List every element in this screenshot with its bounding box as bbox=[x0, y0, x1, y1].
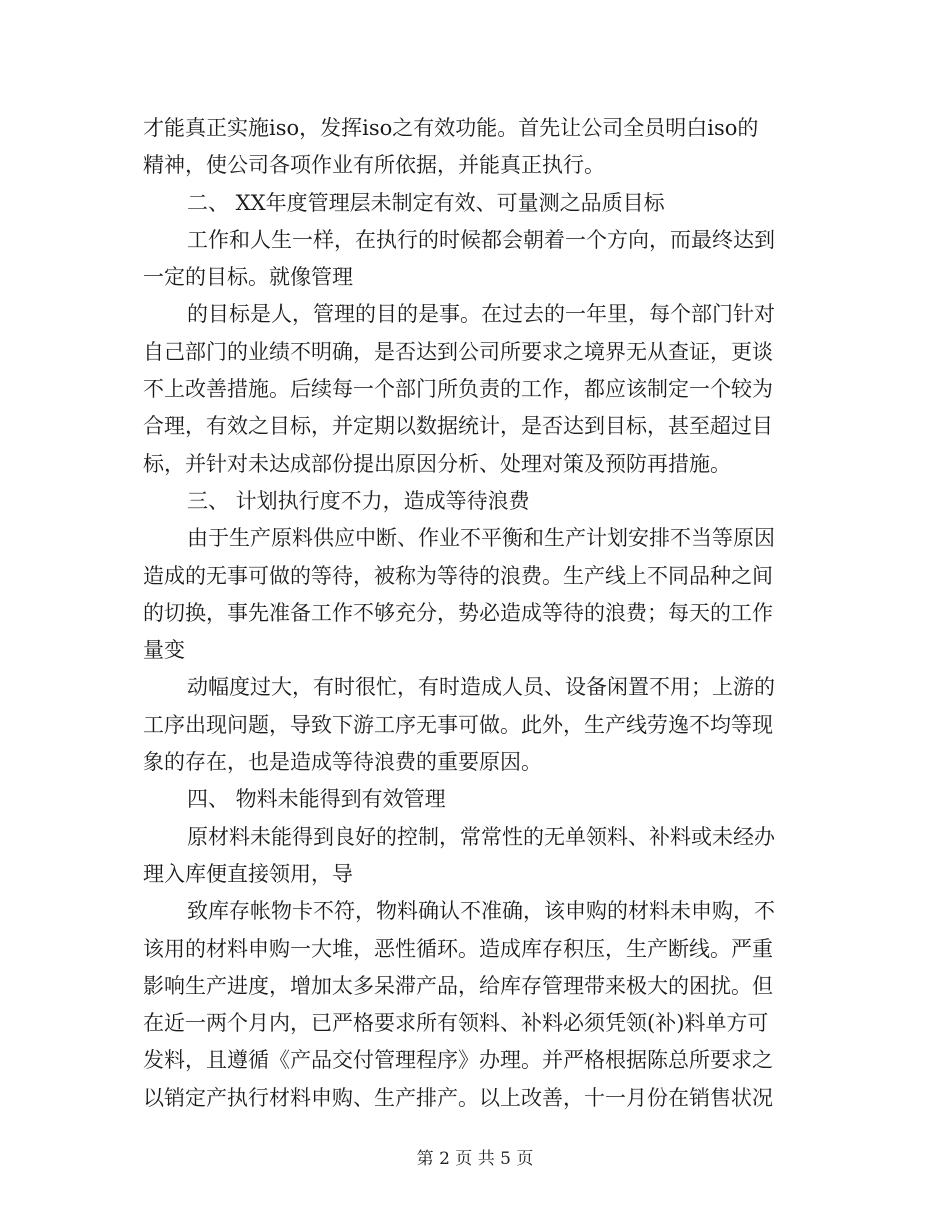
text-line: 自己部门的业绩不明确，是否达到公司所要求之境界无从查证，更谈 bbox=[143, 339, 773, 364]
text-line: 三、 计划执行度不力，造成等待浪费 bbox=[187, 488, 530, 513]
text-line: 致库存帐物卡不符，物料确认不准确，该申购的材料未申购，不 bbox=[187, 899, 775, 924]
text-line: 工作和人生一样，在执行的时候都会朝着一个方向，而最终达到 bbox=[187, 227, 775, 252]
text-line: 二、 XX年度管理层未制定有效、可量测之品质目标 bbox=[187, 190, 665, 215]
text-line: 的切换，事先准备工作不够充分，势必造成等待的浪费；每天的工作 bbox=[143, 600, 773, 625]
text-line: 在近一两个月内，已严格要求所有领料、补料必须凭领(补)料单方可 bbox=[143, 1011, 769, 1036]
text-line: 象的存在，也是造成等待浪费的重要原因。 bbox=[143, 750, 542, 775]
text-line: 动幅度过大，有时很忙，有时造成人员、设备闲置不用；上游的 bbox=[187, 675, 775, 700]
text-line: 发料，且遵循《产品交付管理程序》办理。并严格根据陈总所要求之 bbox=[143, 1048, 773, 1073]
text-line: 一定的目标。就像管理 bbox=[143, 265, 353, 290]
text-line: 该用的材料申购一大堆，恶性循环。造成库存积压，生产断线。严重 bbox=[143, 936, 773, 961]
text-line: 的目标是人，管理的目的是事。在过去的一年里，每个部门针对 bbox=[187, 302, 775, 327]
text-line: 不上改善措施。后续每一个部门所负责的工作，都应该制定一个较为 bbox=[143, 377, 773, 402]
text-line: 精神，使公司各项作业有所依据，并能真正执行。 bbox=[143, 153, 605, 178]
text-line: 四、 物料未能得到有效管理 bbox=[187, 787, 446, 812]
text-line: 影响生产进度，增加太多呆滞产品，给库存管理带来极大的困扰。但 bbox=[143, 973, 773, 998]
text-line: 才能真正实施iso，发挥iso之有效功能。首先让公司全员明白iso的 bbox=[143, 116, 759, 140]
text-line: 理入库便直接领用，导 bbox=[143, 861, 353, 886]
text-line: 造成的无事可做的等待，被称为等待的浪费。生产线上不同品种之间 bbox=[143, 563, 773, 588]
document-body bbox=[143, 110, 808, 1117]
text-line: 标，并针对未达成部份提出原因分析、处理对策及预防再措施。 bbox=[143, 451, 731, 476]
text-line: 原材料未能得到良好的控制，常常性的无单领料、补料或未经办 bbox=[187, 824, 775, 849]
page-footer: 第 2 页 共 5 页 bbox=[416, 1149, 534, 1169]
text-line: 工序出现问题，导致下游工序无事可做。此外，生产线劳逸不均等现 bbox=[143, 712, 773, 737]
text-line: 以销定产执行材料申购、生产排产。以上改善，十一月份在销售状况 bbox=[143, 1085, 773, 1110]
text-line: 合理，有效之目标，并定期以数据统计，是否达到目标，甚至超过目 bbox=[143, 414, 773, 439]
text-line: 由于生产原料供应中断、作业不平衡和生产计划安排不当等原因 bbox=[187, 526, 775, 551]
text-line: 量变 bbox=[143, 638, 185, 663]
